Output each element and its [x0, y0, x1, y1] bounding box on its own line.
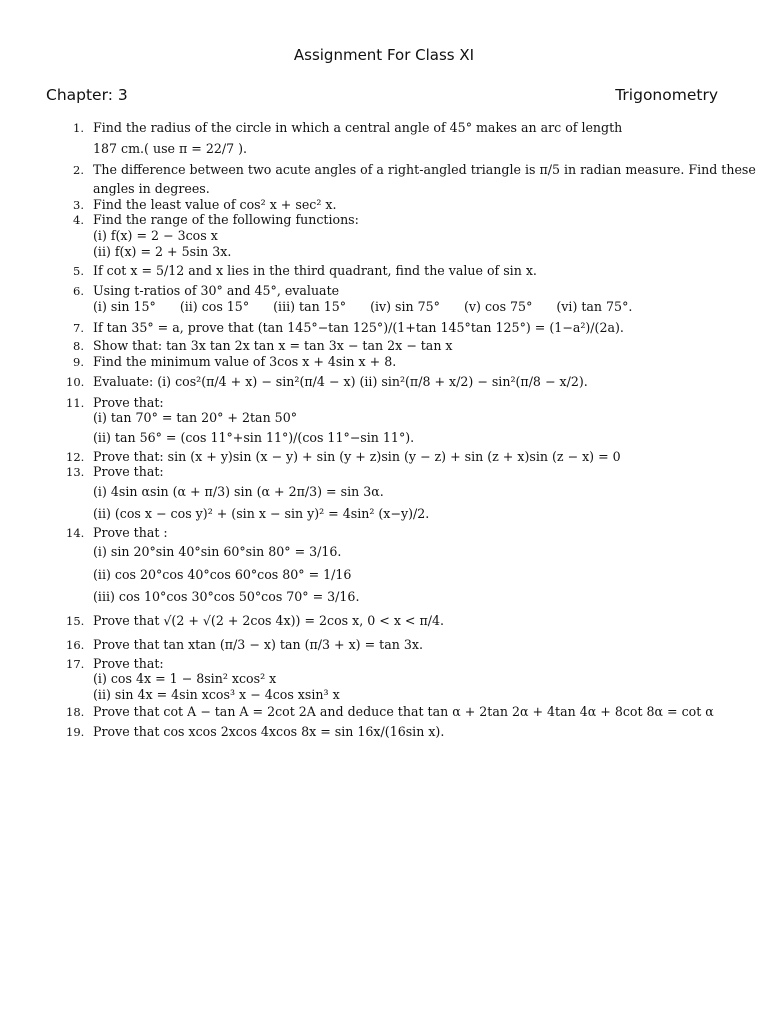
question-parts	[93, 299, 652, 315]
question-number: 7.	[73, 321, 84, 335]
part-item: (iii) tan 15°	[273, 299, 347, 314]
question-text: Evaluate: (i) cos²(π/4 + x) − sin²(π/4 − x) (ii) sin²(π/8 + x/2) − sin²(π/8 − x/2).	[93, 374, 588, 389]
question-text: Show that: tan 3x tan 2x tan x = tan 3x − tan 2x − tan x	[93, 338, 453, 353]
chapter-label: Chapter: 3	[46, 86, 128, 104]
question-number: 10.	[66, 375, 85, 389]
question-text: Find the minimum value of 3cos x + 4sin x + 8.	[93, 354, 397, 369]
question-line: (ii) tan 56° = (cos 11°+sin 11°)/(cos 11°−sin 11°).	[93, 430, 415, 445]
question-number: 15.	[66, 614, 85, 628]
question-number: 2.	[73, 163, 84, 177]
question-text: Find the radius of the circle in which a central angle of 45° makes an arc of length	[93, 120, 623, 135]
question-number: 18.	[66, 705, 85, 719]
question-number: 16.	[66, 638, 85, 652]
question-number: 14.	[66, 526, 85, 540]
question-line: (ii) f(x) = 2 + 5sin 3x.	[93, 244, 232, 259]
question-text: Prove that: sin (x + y)sin (x − y) + sin (y + z)sin (y − z) + sin (z + x)sin (z − x) = 0	[93, 449, 621, 464]
question-number: 9.	[73, 355, 84, 369]
question-text: If tan 35° = a, prove that (tan 145°−tan 125°)/(1+tan 145°tan 125°) = (1−a²)/(2a).	[93, 320, 624, 335]
question-number: 11.	[66, 396, 85, 410]
question-text: If cot x = 5/12 and x lies in the third quadrant, find the value of sin x.	[93, 263, 537, 278]
part-item: (ii) cos 15°	[179, 299, 250, 314]
question-line: (ii) (cos x − cos y)² + (sin x − sin y)² = 4sin² (x−y)/2.	[93, 506, 430, 521]
question-number: 6.	[73, 284, 84, 298]
question-line: (iii) cos 10°cos 30°cos 50°cos 70° = 3/16.	[93, 589, 360, 604]
question-text: Find the least value of cos² x + sec² x.	[93, 197, 337, 212]
part-item: (vi) tan 75°.	[556, 299, 633, 314]
question-number: 19.	[66, 725, 85, 739]
question-text: The difference between two acute angles of a right-angled triangle is π/5 in radian measure. Find these	[93, 162, 756, 177]
subject-label: Trigonometry	[615, 86, 718, 104]
question-text: Prove that cos xcos 2xcos 4xcos 8x = sin 16x/(16sin x).	[93, 724, 445, 739]
question-number: 12.	[66, 450, 85, 464]
question-text: Using t-ratios of 30° and 45°, evaluate	[93, 283, 340, 298]
question-number: 1.	[73, 121, 84, 135]
question-text: Prove that:	[93, 395, 164, 410]
question-number: 13.	[66, 465, 85, 479]
question-text: Prove that √(2 + √(2 + 2cos 4x)) = 2cos x, 0 < x < π/4.	[93, 613, 445, 628]
question-line: (ii) sin 4x = 4sin xcos³ x − 4cos xsin³ x	[93, 687, 340, 702]
question-line: (i) tan 70° = tan 20° + 2tan 50°	[93, 410, 298, 425]
question-text: Prove that :	[93, 525, 168, 540]
part-item: (i) sin 15°	[93, 299, 156, 314]
question-line: (i) f(x) = 2 − 3cos x	[93, 228, 218, 243]
question-number: 3.	[73, 198, 84, 212]
question-text: Prove that tan xtan (π/3 − x) tan (π/3 + x) = tan 3x.	[93, 637, 423, 652]
question-number: 17.	[66, 657, 85, 671]
question-line: (i) sin 20°sin 40°sin 60°sin 80° = 3/16.	[93, 544, 342, 559]
question-text: Prove that:	[93, 464, 164, 479]
question-line: 187 cm.( use π = 22/7 ).	[93, 141, 248, 156]
part-item: (v) cos 75°	[464, 299, 533, 314]
document-title: Assignment For Class XI	[293, 46, 475, 64]
question-number: 4.	[73, 213, 84, 227]
question-text: Prove that cot A − tan A = 2cot 2A and deduce that tan α + 2tan 2α + 4tan 4α + 8cot 8α = cot α	[93, 704, 714, 719]
question-line: (i) cos 4x = 1 − 8sin² xcos² x	[93, 671, 277, 686]
question-line: (ii) cos 20°cos 40°cos 60°cos 80° = 1/16	[93, 567, 352, 582]
question-number: 8.	[73, 339, 84, 353]
question-number: 5.	[73, 264, 84, 278]
question-text: Find the range of the following functions:	[93, 212, 359, 227]
question-line: (i) 4sin αsin (α + π/3) sin (α + 2π/3) = sin 3α.	[93, 484, 384, 499]
part-item: (iv) sin 75°	[370, 299, 440, 314]
question-line: angles in degrees.	[93, 181, 210, 196]
question-text: Prove that:	[93, 656, 164, 671]
